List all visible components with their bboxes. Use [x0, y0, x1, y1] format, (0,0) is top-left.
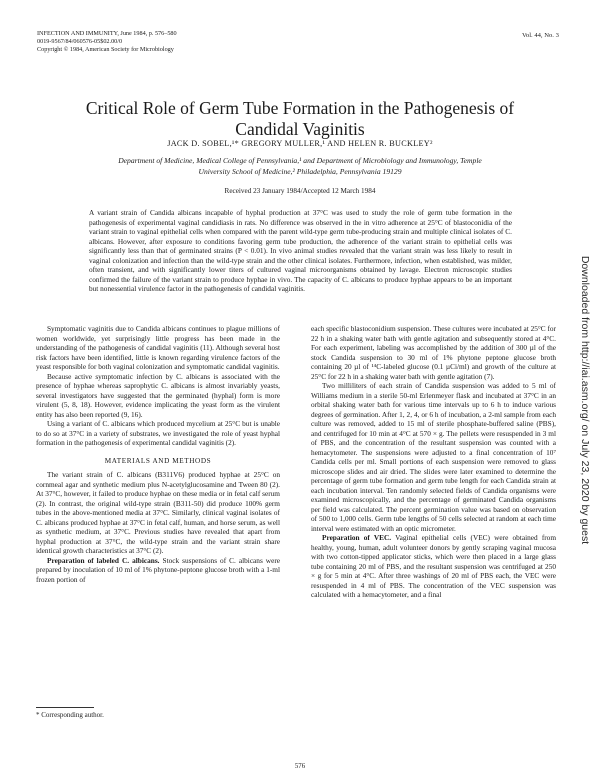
- journal-citation: INFECTION AND IMMUNITY, June 1984, p. 576–580: [37, 30, 177, 37]
- methods-heading: MATERIALS AND METHODS: [104, 456, 212, 465]
- download-note: Downloaded from http://iai.asm.org/ on July 23, 2020 by guest: [579, 255, 591, 545]
- preparation-runin-heading: Preparation of labeled C. albicans.: [47, 555, 160, 565]
- vec-runin-heading: Preparation of VEC.: [322, 533, 392, 542]
- journal-header: [37, 30, 177, 55]
- right-paragraph-2: Two milliliters of each strain of Candida suspension was added to 5 ml of Williams medium in a sterile 50-ml Erlenmeyer flask and incubated at 37°C in an orbital shaking water bath for various time intervals up to 6 h to induce various degrees of germination. After 1, 2, 4, or 6 h of incubation, a 2-ml sample from each culture was removed, added to 15 ml of sterile phosphate-buffered saline (PBS), and centrifuged for 10 min at 4°C at 570 × g. The pellets were resuspended in 3 ml of PBS, and the concentration of the resultant suspension was counted with a hemacytometer. The suspensions were adjusted to a final concentration of 10⁷ Candida cells per ml. Small portions of each suspension were removed to glass microscope slides and air dried. The slides were later examined to determine the percentage of germ tube formation and germ tube length for each Candida strain at each incubation interval. Ten randomly selected fields of Candida organisms were examined microscopically, and the percentage of germinated Candida organisms per field was calculated. The percent germination value was based on observation of 500 to 1,000 cells. Germ tube lengths of 50 cells selected at random at each time interval were estimated with an optic micrometer.: [311, 381, 556, 533]
- intro-paragraph-2: Because active symptomatic infection by C. albicans is associated with the presence of hyphae whereas saprophytic C. albicans is almost invariably yeasts, several investigators have suggested that the germinated (hyphal) form is more virulent (5, 8, 18). However, evidence implicating the yeast form as the virulent entity has also been reported (9, 16).: [36, 371, 280, 419]
- vec-text: Vaginal epithelial cells (VEC) were obtained from healthy, young, human, adult volunteer donors by gently scraping vaginal mucosa with two cotton-tipped applicator sticks, which were then placed in a large glass tube containing 20 ml of PBS, and the resultant suspension was centrifuged at 250 × g for 5 min at 4°C. After three washings of 20 ml of PBS each, the VEC were resuspended in 4 ml of PBS. The concentration of the VEC suspension was calculated with a hemacytometer, and a final: [311, 533, 557, 599]
- author-list: JACK D. SOBEL,¹* GREGORY MULLER,¹ AND HELEN R. BUCKLEY²: [167, 139, 433, 148]
- footnote-divider: [36, 707, 94, 708]
- download-sidebar: [578, 220, 592, 580]
- page-number: 576: [294, 763, 306, 770]
- vec-paragraph: [311, 533, 556, 600]
- right-column: [311, 324, 556, 600]
- right-paragraph-1: each specific blastoconidium suspension. These cultures were incubated at 25°C for 22 h in a shaking water bath with gentle agitation and subsequently stored at 4°C. For each experiment, labeling was accomplished by the addition of 300 µl of the stock Candida suspension to 30 ml of 1% phytone peptone glucose broth containing 20 µl of ¹⁴C-labeled glucose (0.1 µCi/ml) and growth of the culture at 25°C for 22 h in a shaking water bath with gentle agitation (7).: [311, 324, 556, 381]
- affiliation-line-1: Department of Medicine, Medical College of Pennsylvania,¹ and Department of Microbiology and Immunology, Temple: [118, 156, 482, 165]
- volume-label: Vol. 44, No. 3: [522, 32, 559, 39]
- issn-line: 0019-9567/84/060576-05$02.00/0: [37, 38, 123, 46]
- preparation-paragraph: [36, 556, 280, 585]
- title-line-1: Critical Role of Germ Tube Formation in the Pathogenesis of: [85, 98, 515, 118]
- corresponding-author-footnote: * Corresponding author.: [36, 711, 104, 719]
- copyright-line: Copyright © 1984, American Society for Microbiology: [37, 46, 174, 54]
- intro-paragraph-1: Symptomatic vaginitis due to Candida albicans continues to plague millions of women worldwide, yet surprisingly little progress has been made in the understanding of the pathogenesis of candidal vaginitis (11). Although several host risk factors have been identified, little is known regarding virulence factors of the yeast responsible for both vaginal colonization and symptomatic candidal vaginitis.: [36, 324, 280, 371]
- received-dates: Received 23 January 1984/Accepted 12 March 1984: [224, 187, 376, 195]
- methods-paragraph-1: The variant strain of C. albicans (B311V6) produced hyphae at 25°C on cornmeal agar and synthetic medium plus N-acetylglucosamine and Tween 80 (2). At 37°C, however, it failed to produce hyphae on these media or in fetal calf serum (2). In contrast, the original wild-type strain (B311-50) did produce 100% germ tubes in the above-mentioned media at 37°C. Similarly, clinical vaginal isolates of C. albicans produced hyphae at 37°C in fetal calf, human, and horse serum, as well as synthetic medium, at 37°C. Previous studies have revealed that apart from hyphal production at 37°C, the wild-type strain and the variant strain share identical growth characteristics at 37°C (2).: [36, 470, 280, 555]
- affiliation-line-2: University School of Medicine,² Philadelphia, Pennsylvania 19129: [198, 166, 402, 176]
- title-line-2: Candidal Vaginitis: [235, 119, 365, 139]
- preparation-text: Stock suspensions of C. albicans were prepared by inoculation of 10 ml of 1% phytone-peptone glucose broth with a 1-ml frozen portion of: [36, 555, 280, 584]
- left-column: [36, 324, 280, 584]
- article-title: [60, 98, 540, 140]
- abstract: A variant strain of Candida albicans incapable of hyphal production at 37°C was used to study the role of germ tube formation in the pathogenesis of experimental vaginal candidiasis in rats. No difference was observed in the in vitro adherence at 25°C of blastoconidia of the variant strain to vaginal epithelial cells when compared with the parent wild-type germ tube-producing strain and multiple clinical isolates of C. albicans. However, after exposure to conditions favoring germ tube production, the adherence of the variant strain to epithelial cells was significantly less than that of germinated strains (P < 0.01). In vivo animal studies revealed that the variant strain was less likely to result in vaginal colonization and infection than the wild-type strain and the other clinical isolates. Furthermore, infection, when established, was milder, often transient, and with significantly lower titers of cultured vaginal microorganisms obtained by lavage. Electron microscopic studies confirmed the failure of the variant strain to produce hyphae in vivo. The capacity of C. albicans to produce hyphae appears to be an important but nonessential virulence factor in the pathogenesis of candidal vaginitis.: [89, 208, 512, 294]
- intro-paragraph-3: Using a variant of C. albicans which produced mycelium at 25°C but is unable to do so at 37°C in a variety of substrates, we investigated the role of yeast hyphal formation in the pathogenesis of experimental candidal vaginitis (2).: [36, 419, 280, 447]
- affiliations: [40, 156, 560, 177]
